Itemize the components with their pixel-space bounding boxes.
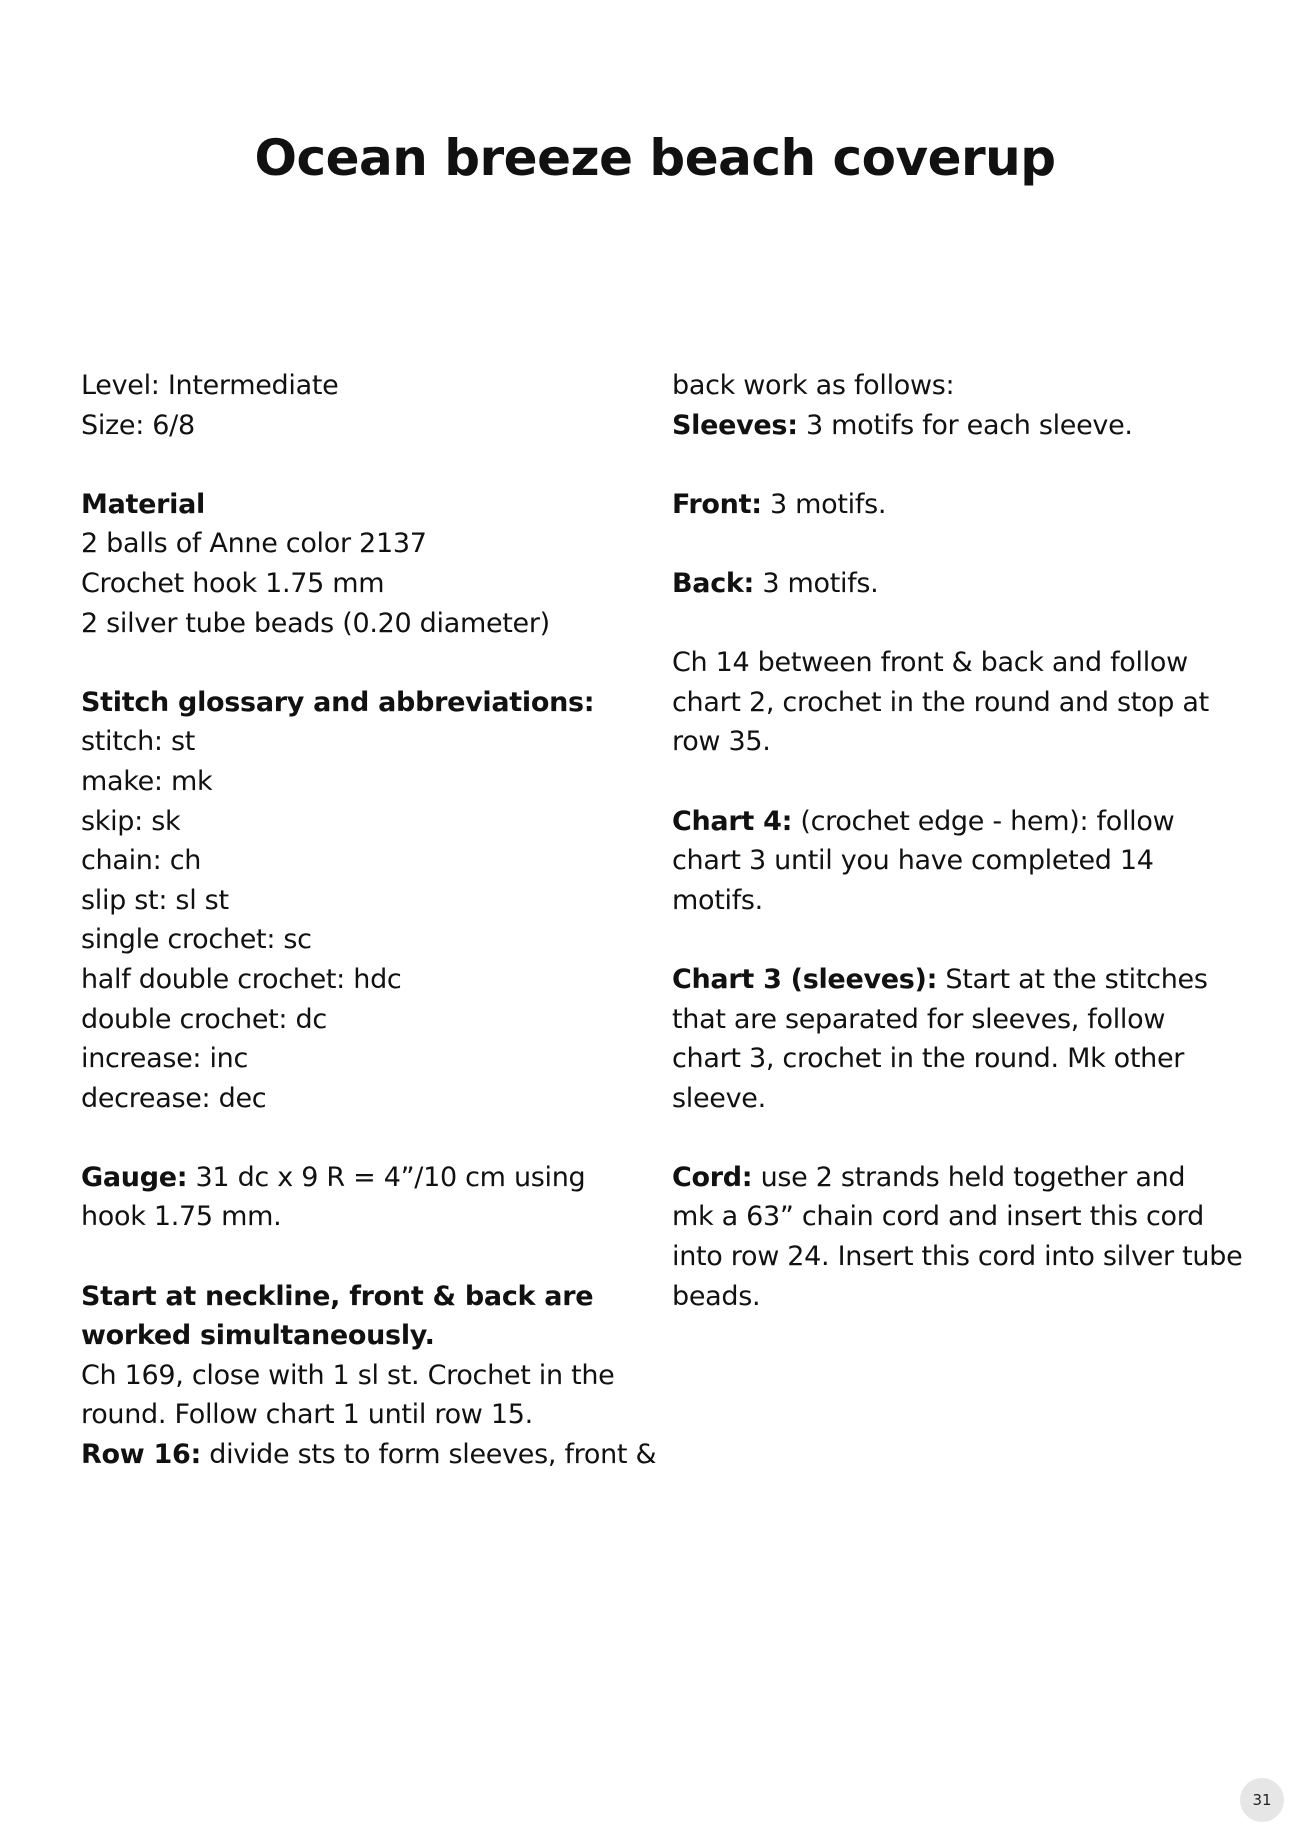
- level-text: Level: Intermediate: [81, 370, 339, 401]
- back-text: 3 motifs.: [754, 567, 879, 599]
- row16-label: Row 16:: [81, 1439, 201, 1471]
- glossary-item: increase: inc: [81, 1043, 249, 1075]
- page-title: Ocean breeze beach coverup: [254, 129, 1056, 187]
- glossary-item: decrease: dec: [81, 1082, 267, 1114]
- ch14-text: row 35.: [672, 726, 771, 758]
- chart4-line: [672, 802, 1232, 842]
- material-item: Crochet hook 1.75 mm: [81, 567, 385, 599]
- back-line: [672, 564, 1232, 604]
- chart4-text: (crochet edge - hem): follow: [792, 805, 1175, 837]
- row16-text: divide sts to form sleeves, front &: [200, 1439, 657, 1471]
- right-column: [672, 366, 1243, 1316]
- row16-line: [81, 1435, 657, 1475]
- sleeves-label: Sleeves:: [672, 409, 798, 441]
- front-label: Front:: [672, 488, 762, 520]
- chart4-text: chart 3 until you have completed 14: [672, 845, 1154, 877]
- gauge-text-2: hook 1.75 mm.: [81, 1201, 282, 1233]
- start-heading: worked simultaneously.: [81, 1320, 435, 1352]
- cord-text: into row 24. Insert this cord into silver tube: [672, 1241, 1243, 1273]
- gauge-text: 31 dc x 9 R = 4”/10 cm using: [187, 1161, 586, 1193]
- cord-text: beads.: [672, 1280, 761, 1312]
- chart4-label: Chart 4:: [672, 805, 793, 837]
- gauge-line: [81, 1158, 641, 1198]
- cord-text: mk a 63” chain cord and insert this cord: [672, 1201, 1204, 1233]
- glossary-item: stitch: st: [81, 726, 196, 758]
- glossary-item: double crochet: dc: [81, 1003, 327, 1035]
- glossary-item: half double crochet: hdc: [81, 963, 402, 995]
- material-item: 2 silver tube beads (0.20 diameter): [81, 607, 550, 639]
- chart4-text: motifs.: [672, 884, 763, 916]
- continued-text: back work as follows:: [672, 370, 955, 401]
- glossary-heading: Stitch glossary and abbreviations:: [81, 686, 595, 718]
- glossary-item: chain: ch: [81, 845, 202, 877]
- front-line: [672, 485, 1232, 525]
- chart3-text: chart 3, crochet in the round. Mk other: [672, 1043, 1185, 1075]
- front-text: 3 motifs.: [761, 488, 887, 520]
- chart3-text: that are separated for sleeves, follow: [672, 1003, 1166, 1035]
- cord-line: [672, 1158, 1232, 1198]
- start-text: round. Follow chart 1 until row 15.: [81, 1399, 533, 1431]
- left-column: [81, 366, 657, 1475]
- glossary-item: single crochet: sc: [81, 924, 312, 956]
- gauge-label: Gauge:: [81, 1161, 188, 1193]
- sleeves-line: [672, 406, 1232, 446]
- ch14-text: Ch 14 between front & back and follow: [672, 647, 1188, 679]
- size-text: Size: 6/8: [81, 409, 195, 441]
- page-number: 31: [1240, 1778, 1284, 1822]
- sleeves-text: 3 motifs for each sleeve.: [797, 409, 1133, 441]
- cord-label: Cord:: [672, 1161, 753, 1193]
- start-text: Ch 169, close with 1 sl st. Crochet in the: [81, 1359, 615, 1391]
- chart3-text: sleeve.: [672, 1082, 766, 1114]
- chart3-line: [672, 960, 1232, 1000]
- chart3-text: Start at the stitches: [937, 963, 1208, 995]
- glossary-item: slip st: sl st: [81, 884, 229, 916]
- cord-text: use 2 strands held together and: [752, 1161, 1186, 1193]
- back-label: Back:: [672, 567, 755, 599]
- glossary-item: skip: sk: [81, 805, 181, 837]
- material-item: 2 balls of Anne color 2137: [81, 528, 427, 560]
- glossary-item: make: mk: [81, 765, 213, 797]
- ch14-text: chart 2, crochet in the round and stop at: [672, 686, 1209, 718]
- chart3-label: Chart 3 (sleeves):: [672, 963, 938, 995]
- material-heading: Material: [81, 488, 205, 520]
- start-heading: Start at neckline, front & back are: [81, 1280, 594, 1312]
